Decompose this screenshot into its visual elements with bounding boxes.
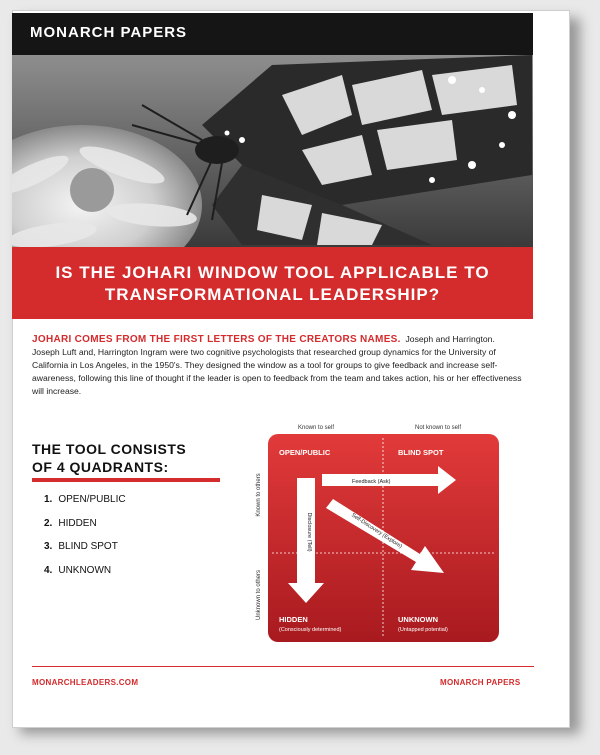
page-title-line-1: IS THE JOHARI WINDOW TOOL APPLICABLE TO xyxy=(55,263,490,282)
intro-paragraph xyxy=(32,333,524,398)
list-item xyxy=(44,541,126,565)
footer-rule xyxy=(32,666,534,667)
quadrant-unknown-sub: (Untapped potential) xyxy=(398,627,448,633)
col-label-known: Known to self xyxy=(297,425,335,431)
tool-heading xyxy=(32,440,186,476)
quadrant-open-label: OPEN/PUBLIC xyxy=(279,448,331,457)
title-banner xyxy=(12,247,533,319)
quadrant-unknown-label: UNKNOWN xyxy=(398,615,438,624)
list-item-label: HIDDEN xyxy=(58,517,97,529)
list-item xyxy=(44,494,126,518)
brand-title: MONARCH PAPERS xyxy=(30,24,188,41)
list-item-number: 2. xyxy=(44,517,53,529)
list-item-number: 1. xyxy=(44,494,53,505)
list-item-label: BLIND SPOT xyxy=(58,541,118,552)
disclosure-arrow-label: Disclosure (Tell) xyxy=(306,512,312,552)
page-title-line-2: TRANSFORMATIONAL LEADERSHIP? xyxy=(104,285,441,304)
col-label-not-known: Not known to self xyxy=(414,425,462,431)
list-item-label: OPEN/PUBLIC xyxy=(58,494,126,505)
list-item-number: 3. xyxy=(44,541,53,552)
johari-window-diagram xyxy=(248,420,510,650)
row-label-unknown: Unknown to others xyxy=(256,569,262,621)
quadrant-list xyxy=(44,494,126,588)
tool-heading-rule xyxy=(32,478,220,482)
quadrant-hidden-sub: (Consciously determined) xyxy=(279,627,342,633)
list-item xyxy=(44,518,126,542)
list-item-number: 4. xyxy=(44,564,53,576)
quadrant-hidden-label: HIDDEN xyxy=(279,615,308,624)
intro-body: Joseph and Harrington. Joseph Luft and, Harrington Ingram were two cognitive psychologists that researched group dynamics for the University of California in Los Angeles, in the 1950's. They designed the window as a tool for groups to give feedback and increase self-awareness, following this line of thought if the leader is open to feedback from the team and takes action, his or her effectiveness will increase. xyxy=(32,334,522,396)
tool-heading-line-1: THE TOOL CONSISTS xyxy=(32,441,187,457)
quadrant-blind-label: BLIND SPOT xyxy=(398,448,444,457)
footer-website: MONARCHLEADERS.COM xyxy=(32,678,139,687)
row-label-known: Known to others xyxy=(256,473,262,517)
list-item xyxy=(44,565,126,589)
intro-lead: JOHARI COMES FROM THE FIRST LETTERS OF THE CREATORS NAMES. xyxy=(32,334,401,345)
footer-brand: MONARCH PAPERS xyxy=(440,678,521,687)
tool-heading-line-2: OF 4 QUADRANTS: xyxy=(32,459,169,475)
header-bar xyxy=(12,13,533,55)
feedback-arrow-label: Feedback (Ask) xyxy=(352,479,391,485)
hero-butterfly-image xyxy=(12,55,533,247)
list-item-label: UNKNOWN xyxy=(58,564,112,576)
self-discovery-arrow-label: Self-Discovery (Explore) xyxy=(350,512,404,550)
